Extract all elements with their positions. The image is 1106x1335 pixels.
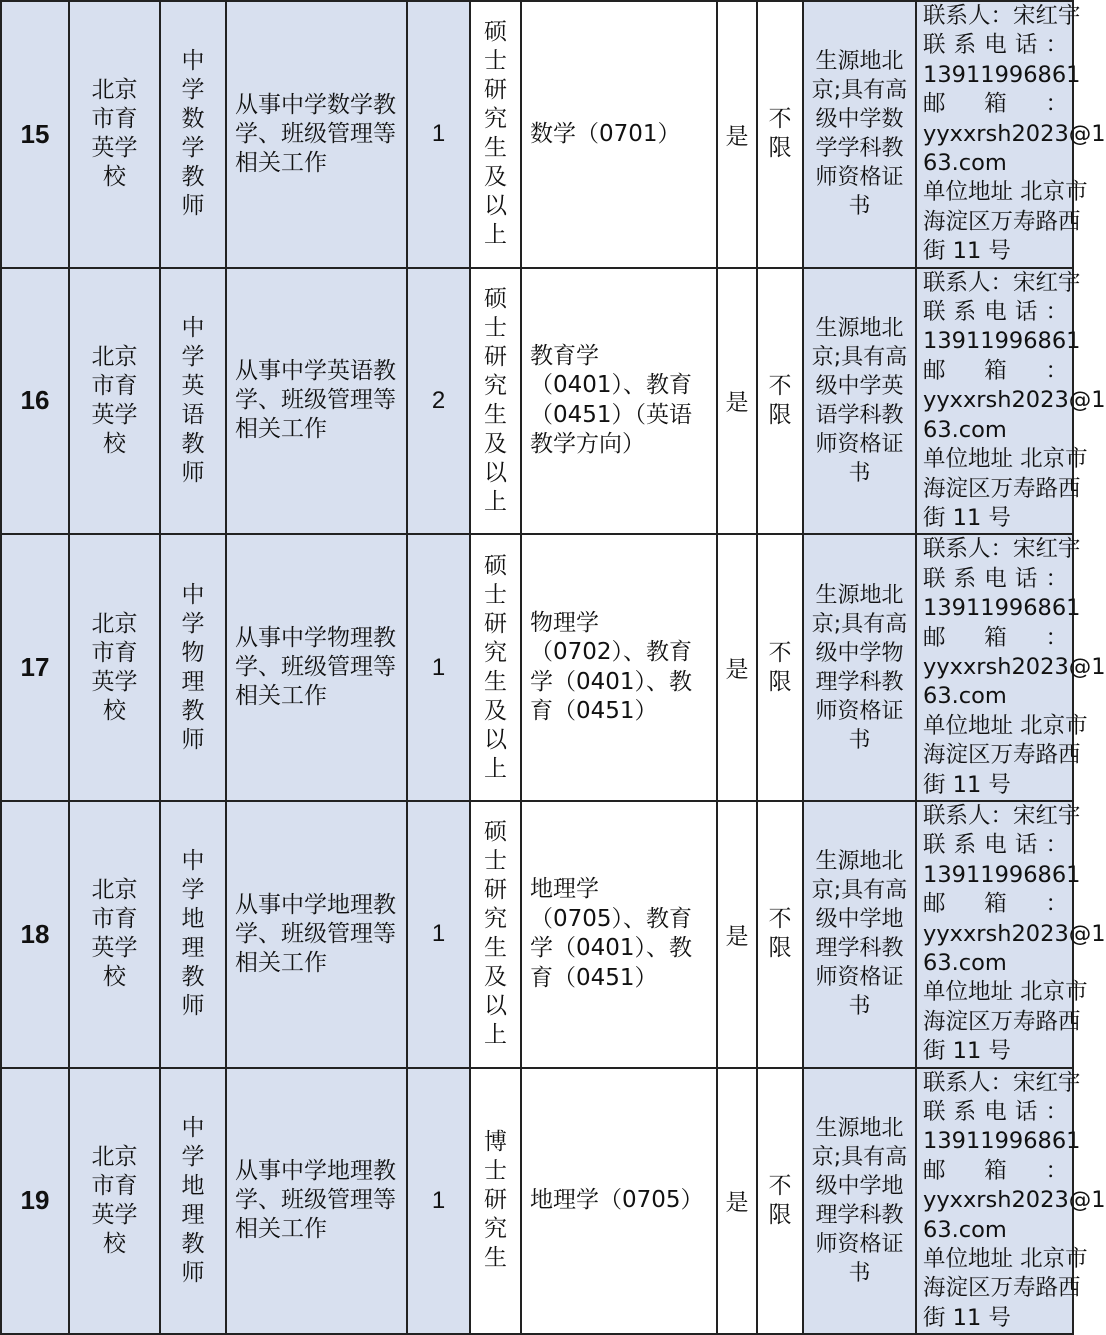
employer-unit: 北京市育英学校 (69, 534, 160, 801)
label-char: ： (1045, 1157, 1068, 1184)
row-number: 19 (1, 1068, 69, 1335)
label-char: 电 (984, 299, 1007, 326)
post-duty: 从事中学地理教学、班级管理等相关工作 (226, 1068, 407, 1335)
label-char: 邮 (923, 624, 946, 651)
contact-phone-label (923, 1098, 1068, 1127)
contact-phone-label (923, 831, 1068, 860)
contact-address: 单位地址 北京市 (923, 1246, 1088, 1273)
label-char: 箱 (984, 891, 1007, 918)
contact-email-cont: 63.com (923, 416, 1007, 443)
employer-unit: 北京市育英学校 (69, 801, 160, 1068)
post-name: 中学英语教师 (160, 268, 226, 535)
education-requirement: 硕士研究生及以上 (470, 534, 521, 801)
post-name: 中学地理教师 (160, 1068, 226, 1335)
contact-address-cont: 海淀区万寿路西 (923, 208, 1081, 235)
table-row (1, 268, 1073, 535)
contact-phone-label (923, 298, 1068, 327)
contact-address-cont: 海淀区万寿路西 (923, 1275, 1081, 1302)
post-duty: 从事中学地理教学、班级管理等相关工作 (226, 801, 407, 1068)
label-char: 话 (1014, 32, 1038, 59)
post-duty: 从事中学数学教学、班级管理等相关工作 (226, 1, 407, 268)
contact-email: yyxxrsh2023@1 (923, 653, 1106, 680)
beijing-hukou: 是 (717, 268, 757, 535)
label-char: 话 (1014, 299, 1038, 326)
contact-email-cont: 63.com (923, 683, 1007, 710)
contact-info (916, 1, 1106, 268)
education-requirement: 博士研究生 (470, 1068, 521, 1335)
label-char: 系 (953, 832, 977, 859)
post-name: 中学数学教师 (160, 1, 226, 268)
employer-unit: 北京市育英学校 (69, 268, 160, 535)
major-requirement: 物理学（0702）、教育学（0401）、教育（0451） (521, 534, 717, 801)
label-char: 联 (923, 565, 946, 592)
age-limit: 不限 (757, 1, 803, 268)
contact-email: yyxxrsh2023@1 (923, 120, 1106, 147)
age-limit: 不限 (757, 1068, 803, 1335)
employer-unit: 北京市育英学校 (69, 1068, 160, 1335)
contact-address-end: 街 11 号 (923, 771, 1011, 798)
hire-count: 1 (407, 801, 470, 1068)
post-duty: 从事中学物理教学、班级管理等相关工作 (226, 534, 407, 801)
contact-person: 联系人：宋红宇 (923, 3, 1081, 29)
label-char: ： (1045, 624, 1068, 651)
age-limit: 不限 (757, 534, 803, 801)
major-requirement: 地理学（0705）、教育学（0401）、教育（0451） (521, 801, 717, 1068)
label-char: 箱 (984, 624, 1007, 651)
contact-address-end: 街 11 号 (923, 1304, 1011, 1331)
contact-address-cont: 海淀区万寿路西 (923, 1008, 1081, 1035)
hire-count: 1 (407, 1068, 470, 1335)
contact-email: yyxxrsh2023@1 (923, 387, 1106, 414)
label-char: ： (1045, 91, 1068, 118)
label-char: 箱 (984, 91, 1007, 118)
contact-address: 单位地址 北京市 (923, 446, 1088, 473)
beijing-hukou: 是 (717, 1, 757, 268)
table-row (1, 1, 1073, 268)
contact-address: 单位地址 北京市 (923, 179, 1088, 206)
row-number: 18 (1, 801, 69, 1068)
label-char: ： (1045, 565, 1068, 592)
education-requirement: 硕士研究生及以上 (470, 1, 521, 268)
label-char: 邮 (923, 891, 946, 918)
beijing-hukou: 是 (717, 1068, 757, 1335)
contact-phone: 13911996861 (923, 61, 1081, 88)
label-char: 电 (984, 565, 1007, 592)
label-char: 邮 (923, 357, 946, 384)
label-char: 箱 (984, 357, 1007, 384)
row-number: 16 (1, 268, 69, 535)
row-number: 17 (1, 534, 69, 801)
contact-email-cont: 63.com (923, 150, 1007, 177)
contact-phone: 13911996861 (923, 1128, 1081, 1155)
label-char: ： (1045, 299, 1068, 326)
contact-phone: 13911996861 (923, 328, 1081, 355)
contact-person: 联系人：宋红宇 (923, 1069, 1081, 1096)
contact-address: 单位地址 北京市 (923, 979, 1088, 1006)
contact-address-end: 街 11 号 (923, 1038, 1011, 1065)
label-char: 邮 (923, 91, 946, 118)
label-char: ： (1045, 891, 1068, 918)
label-char: 系 (953, 299, 977, 326)
other-conditions: 生源地北京;具有高级中学数学学科教师资格证书 (803, 1, 916, 268)
label-char: 邮 (923, 1157, 946, 1184)
contact-email-label (923, 624, 1068, 653)
contact-address-end: 街 11 号 (923, 238, 1011, 265)
contact-address-cont: 海淀区万寿路西 (923, 742, 1081, 769)
label-char: 电 (984, 832, 1007, 859)
contact-info (916, 801, 1106, 1068)
post-name: 中学地理教师 (160, 801, 226, 1068)
label-char: 联 (923, 1099, 946, 1126)
label-char: 系 (953, 32, 977, 59)
hire-count: 1 (407, 534, 470, 801)
contact-phone: 13911996861 (923, 595, 1081, 622)
contact-email-cont: 63.com (923, 1216, 1007, 1243)
contact-email-cont: 63.com (923, 950, 1007, 976)
education-requirement: 硕士研究生及以上 (470, 801, 521, 1068)
contact-email-label (923, 357, 1068, 386)
hire-count: 1 (407, 1, 470, 268)
table-body (1, 1, 1106, 1334)
contact-email: yyxxrsh2023@1 (923, 1187, 1106, 1214)
contact-email-label (923, 1157, 1068, 1186)
label-char: ： (1045, 357, 1068, 384)
contact-info (916, 268, 1106, 535)
row-number: 15 (1, 1, 69, 268)
post-duty: 从事中学英语教学、班级管理等相关工作 (226, 268, 407, 535)
label-char: 系 (953, 565, 977, 592)
label-char: ： (1045, 32, 1068, 59)
contact-email: yyxxrsh2023@1 (923, 920, 1106, 947)
contact-person: 联系人：宋红宇 (923, 536, 1081, 563)
label-char: 话 (1014, 832, 1038, 859)
age-limit: 不限 (757, 801, 803, 1068)
beijing-hukou: 是 (717, 534, 757, 801)
employer-unit: 北京市育英学校 (69, 1, 160, 268)
contact-address: 单位地址 北京市 (923, 712, 1088, 739)
label-char: 联 (923, 32, 946, 59)
contact-email-label (923, 890, 1068, 919)
beijing-hukou: 是 (717, 801, 757, 1068)
label-char: 话 (1014, 1099, 1038, 1126)
contact-address-cont: 海淀区万寿路西 (923, 475, 1081, 502)
contact-email-label (923, 90, 1068, 119)
post-name: 中学物理教师 (160, 534, 226, 801)
table-row (1, 1068, 1073, 1335)
contact-info (916, 1068, 1106, 1335)
label-char: 话 (1014, 565, 1038, 592)
table-row (1, 534, 1073, 801)
other-conditions: 生源地北京;具有高级中学物理学科教师资格证书 (803, 534, 916, 801)
contact-phone-label (923, 31, 1068, 60)
other-conditions: 生源地北京;具有高级中学地理学科教师资格证书 (803, 1068, 916, 1335)
label-char: 箱 (984, 1157, 1007, 1184)
table-row (1, 801, 1073, 1068)
contact-info (916, 534, 1106, 801)
label-char: 联 (923, 299, 946, 326)
major-requirement: 数学（0701） (521, 1, 717, 268)
label-char: 联 (923, 832, 946, 859)
contact-address-end: 街 11 号 (923, 504, 1011, 531)
label-char: 电 (984, 32, 1007, 59)
label-char: 电 (984, 1099, 1007, 1126)
age-limit: 不限 (757, 268, 803, 535)
other-conditions: 生源地北京;具有高级中学地理学科教师资格证书 (803, 801, 916, 1068)
major-requirement: 教育学（0401）、教育（0451）（英语教学方向） (521, 268, 717, 535)
hire-count: 2 (407, 268, 470, 535)
major-requirement: 地理学（0705） (521, 1068, 717, 1335)
contact-phone-label (923, 565, 1068, 594)
label-char: ： (1045, 1099, 1068, 1126)
other-conditions: 生源地北京;具有高级中学英语学科教师资格证书 (803, 268, 916, 535)
label-char: ： (1045, 832, 1068, 859)
contact-person: 联系人：宋红宇 (923, 802, 1081, 829)
contact-phone: 13911996861 (923, 861, 1081, 888)
contact-person: 联系人：宋红宇 (923, 269, 1081, 296)
label-char: 系 (953, 1099, 977, 1126)
education-requirement: 硕士研究生及以上 (470, 268, 521, 535)
